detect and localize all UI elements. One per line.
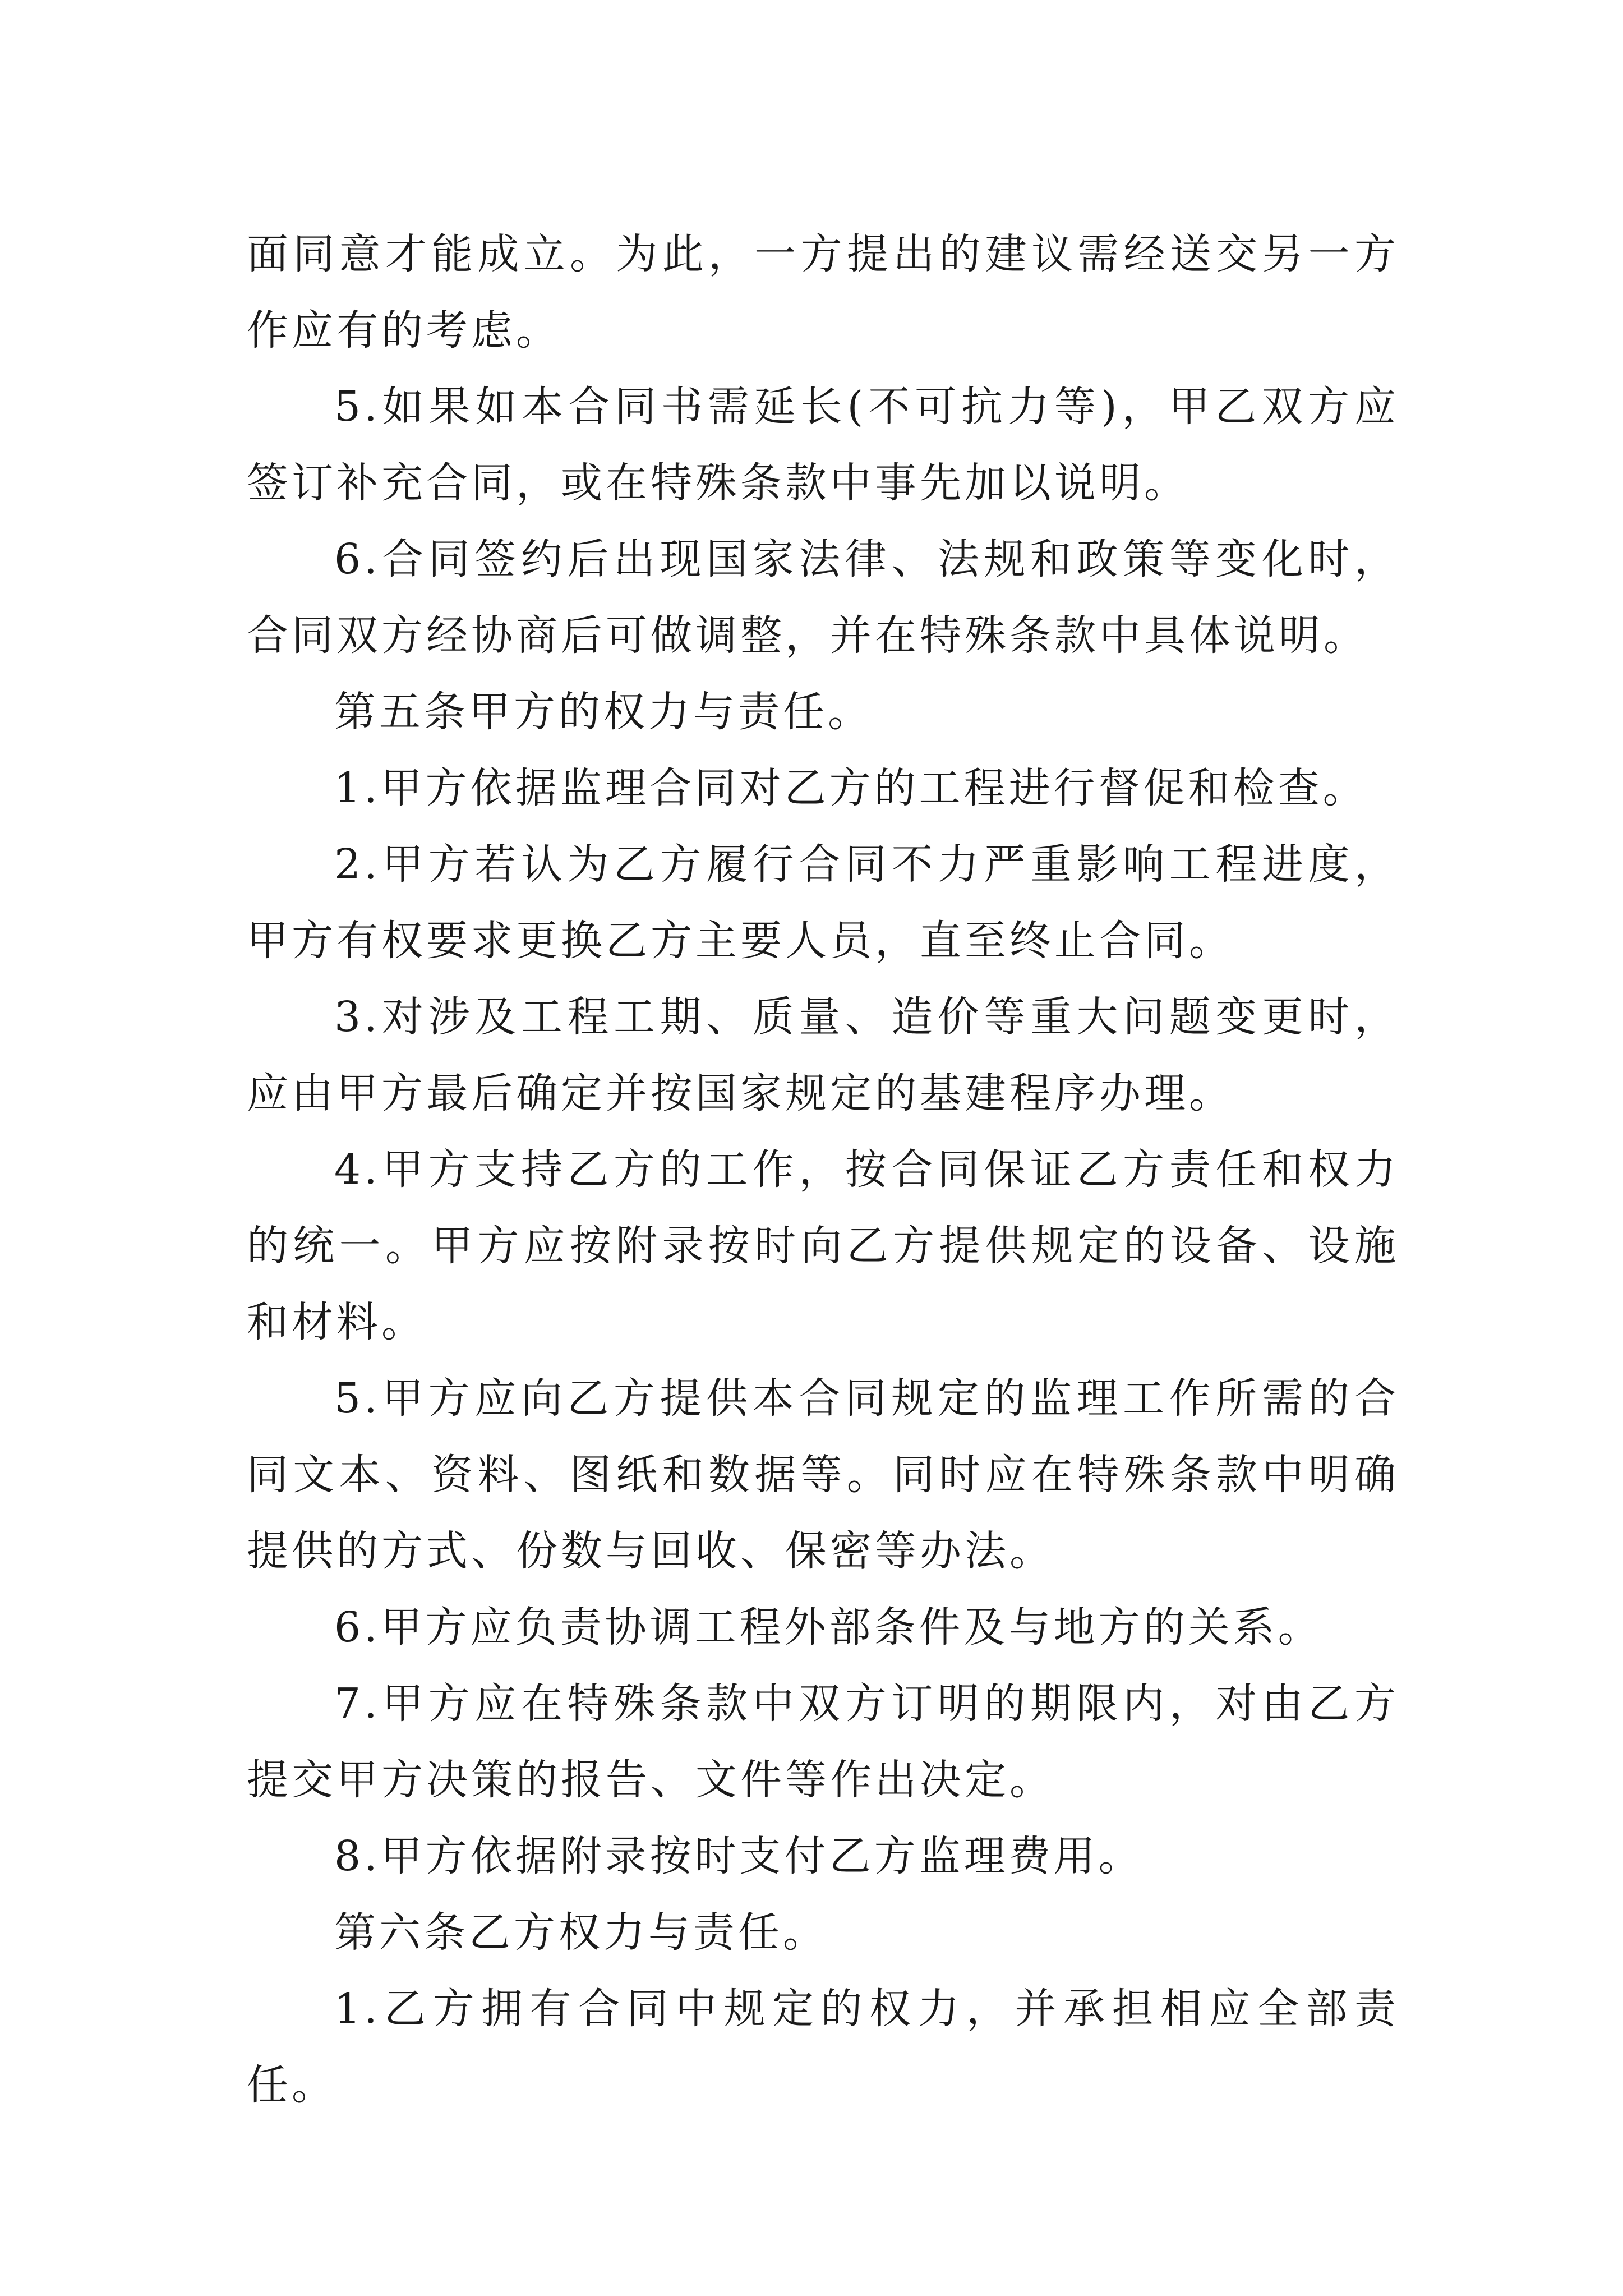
paragraph-clause-5-6: 6.甲方应负责协调工程外部条件及与地方的关系。 [334,1603,1323,1651]
document-body [247,216,1399,2123]
paragraph-clause-5-5: 5.甲方应向乙方提供本合同规定的监理工作所需的合同文本、资料、图纸和数据等。同时应在特殊条款中明确提供的方式、份数与回收、保密等办法。 [247,1374,1399,1575]
article-6-heading: 第六条乙方权力与责任。 [334,1908,828,1957]
paragraph-clause-5-3: 3.对涉及工程工期、质量、造价等重大问题变更时，应由甲方最后确定并按国家规定的基建程序办理。 [247,993,1399,1117]
paragraph-clause-5-7: 7.甲方应在特殊条款中双方订明的期限内，对由乙方提交甲方决策的报告、文件等作出决定。 [247,1680,1399,1804]
paragraph-clause-5-8: 8.甲方依据附录按时支付乙方监理费用。 [334,1832,1144,1880]
paragraph-clause-5-4: 4.甲方支持乙方的工作，按合同保证乙方责任和权力的统一。甲方应按附录按时向乙方提供规定的设备、设施和材料。 [247,1145,1399,1346]
paragraph-clause-5-2: 2.甲方若认为乙方履行合同不力严重影响工程进度，甲方有权要求更换乙方主要人员，直至终止合同。 [247,840,1399,965]
paragraph-clause-4-5: 5.如果如本合同书需延长(不可抗力等)，甲乙双方应签订补充合同，或在特殊条款中事先加以说明。 [247,383,1399,507]
paragraph-clause-5-1: 1.甲方依据监理合同对乙方的工程进行督促和检查。 [334,764,1368,812]
paragraph-clause-4-6: 6.合同签约后出现国家法律、法规和政策等变化时，合同双方经协商后可做调整，并在特殊条款中具体说明。 [247,535,1399,660]
article-5-heading: 第五条甲方的权力与责任。 [334,688,873,736]
paragraph-clause-6-1: 1.乙方拥有合同中规定的权力，并承担相应全部责任。 [247,1985,1399,2109]
paragraph-continuation: 面同意才能成立。为此，一方提出的建议需经送交另一方作应有的考虑。 [247,230,1399,355]
